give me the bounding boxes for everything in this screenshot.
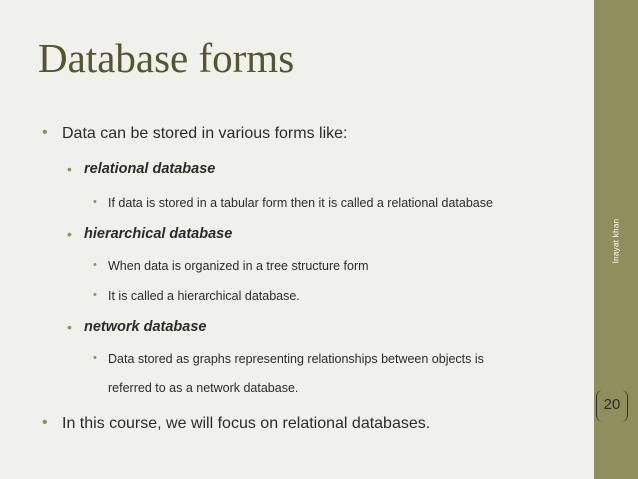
author-label: Inayat khan	[611, 218, 621, 264]
relational-detail-text: If data is stored in a tabular form then it is called a relational database	[108, 196, 493, 210]
network-heading-text: network database	[84, 319, 207, 335]
bullet-hierarchical-heading	[67, 226, 233, 242]
network-detail-continuation	[108, 381, 298, 395]
network-detail-text: referred to as a network database.	[108, 381, 299, 395]
bullet-dot: •	[67, 319, 72, 335]
bullet-hierarchical-detail	[93, 259, 369, 273]
bullet-dot: •	[93, 259, 97, 271]
bullet-network-heading	[67, 319, 207, 335]
bullet-dot: •	[67, 161, 72, 177]
slide-title: Database forms	[38, 35, 295, 81]
bullet-dot: •	[67, 226, 72, 242]
page-number: 20	[603, 396, 621, 413]
network-detail-text: Data stored as graphs representing relationships between objects is	[108, 352, 484, 366]
bullet-relational-detail	[93, 196, 493, 210]
bullet-dot: •	[93, 196, 97, 208]
hierarchical-heading-text: hierarchical database	[84, 226, 233, 242]
hierarchical-detail-text: It is called a hierarchical database.	[108, 289, 300, 303]
bullet-hierarchical-detail	[93, 289, 300, 303]
bullet-intro-text: Data can be stored in various forms like:	[62, 125, 348, 142]
bullet-dot: •	[93, 352, 97, 364]
hierarchical-detail-text: When data is organized in a tree structure form	[108, 259, 369, 273]
bullet-network-detail	[93, 352, 484, 366]
bullet-conclusion	[42, 414, 431, 433]
bullet-conclusion-text: In this course, we will focus on relational databases.	[62, 415, 431, 432]
bullet-dot: •	[42, 124, 48, 141]
relational-heading-text: relational database	[84, 161, 216, 177]
bullet-dot: •	[42, 414, 48, 431]
bullet-intro	[42, 124, 348, 143]
bullet-dot: •	[93, 289, 97, 301]
bullet-relational-heading	[67, 161, 216, 177]
